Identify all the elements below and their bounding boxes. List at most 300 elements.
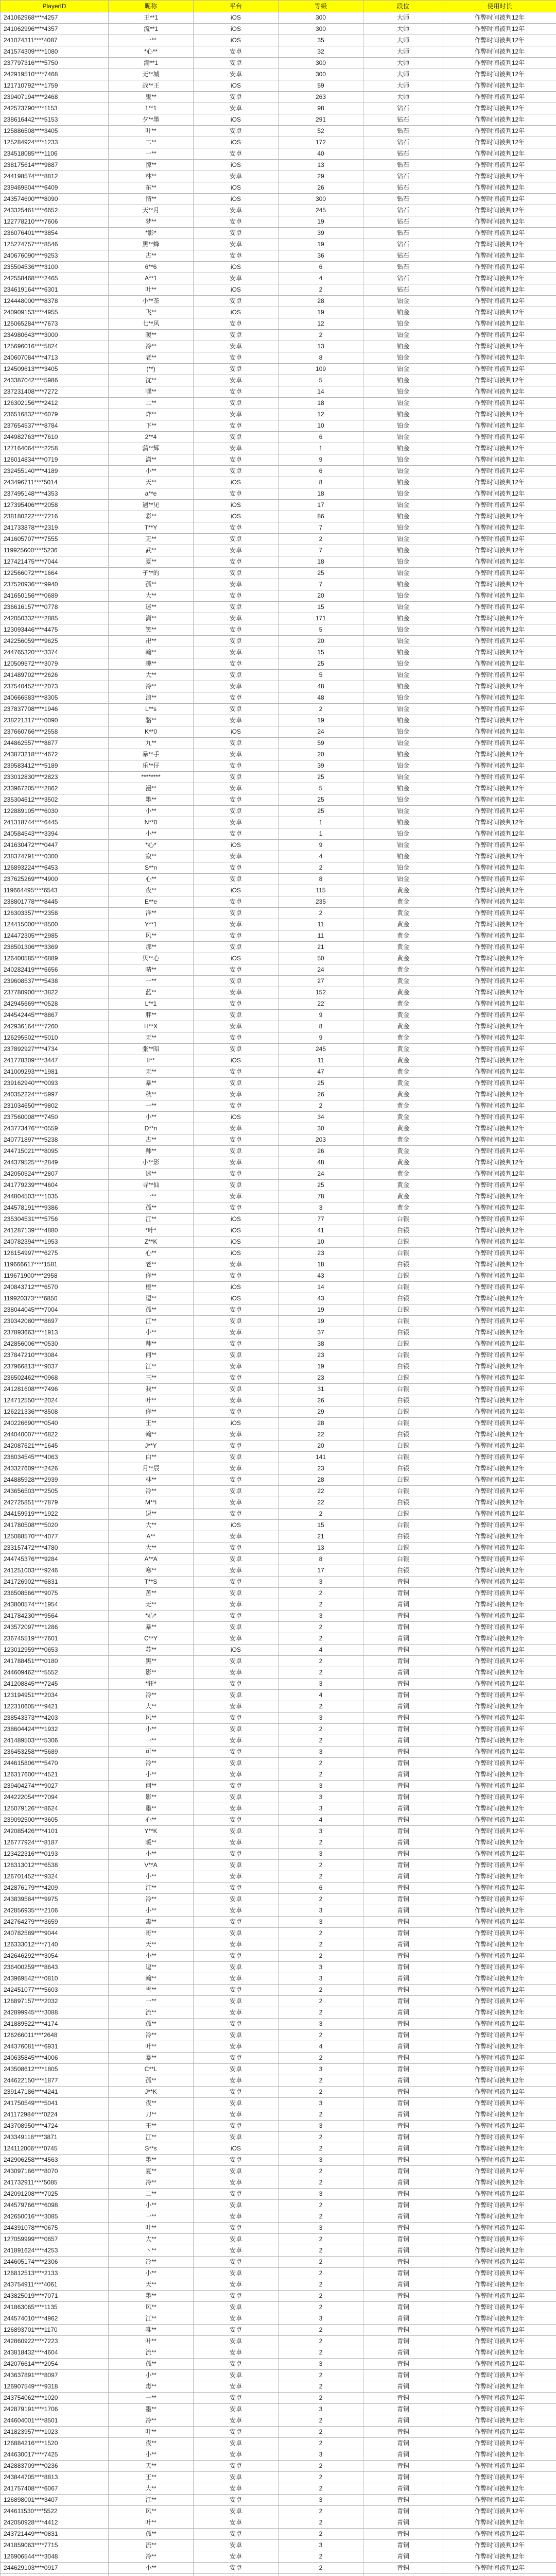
table-row[interactable] [1, 749, 556, 760]
table-row[interactable] [1, 2393, 556, 2404]
cell-level: 36 [279, 250, 363, 262]
table-row[interactable] [1, 2257, 556, 2268]
table-row[interactable] [1, 2551, 556, 2563]
table-row[interactable] [1, 1883, 556, 1894]
table-row[interactable] [1, 658, 556, 670]
table-row[interactable] [1, 2415, 556, 2427]
table-row[interactable] [1, 341, 556, 352]
table-row[interactable] [1, 681, 556, 692]
table-row[interactable] [1, 1078, 556, 1089]
table-row[interactable] [1, 1747, 556, 1758]
cell-nickname: ******** [109, 772, 194, 783]
table-row[interactable] [1, 2370, 556, 2381]
table-row[interactable] [1, 126, 556, 137]
table-row[interactable] [1, 1429, 556, 1440]
cell-level: 6 [279, 1883, 363, 1894]
table-row[interactable] [1, 92, 556, 103]
table-row[interactable] [1, 58, 556, 69]
cell-duration: 作弊时间被判12年 [443, 1134, 556, 1146]
table-row[interactable] [1, 2223, 556, 2234]
cell-player-id: 242050332****2885 [1, 613, 109, 624]
table-row[interactable] [1, 2121, 556, 2132]
cell-player-id: 242558468****2465 [1, 273, 109, 284]
header-rank[interactable]: 段位 [363, 1, 443, 12]
table-row[interactable] [1, 964, 556, 976]
cell-player-id: 237660766****2558 [1, 726, 109, 738]
table-row[interactable] [1, 398, 556, 409]
table-row[interactable] [1, 602, 556, 613]
table-row[interactable] [1, 1236, 556, 1248]
table-row[interactable] [1, 1338, 556, 1350]
table-row[interactable] [1, 1894, 556, 1905]
table-row[interactable] [1, 1599, 556, 1611]
table-row[interactable] [1, 1554, 556, 1565]
table-row[interactable] [1, 500, 556, 511]
table-row[interactable] [1, 1724, 556, 1735]
cell-rank: 白银 [363, 1248, 443, 1259]
cell-player-id: 241281608****7496 [1, 1384, 109, 1395]
table-row[interactable] [1, 896, 556, 908]
table-row[interactable] [1, 1032, 556, 1044]
cell-nickname: D**n [109, 1123, 194, 1134]
table-row[interactable] [1, 2268, 556, 2279]
table-row[interactable] [1, 1826, 556, 1837]
table-row[interactable] [1, 35, 556, 46]
table-row[interactable] [1, 488, 556, 500]
table-row[interactable] [1, 2302, 556, 2313]
table-row[interactable] [1, 1543, 556, 1554]
table-row[interactable] [1, 636, 556, 647]
cell-duration: 作弊时间被判12年 [443, 2019, 556, 2030]
table-row[interactable] [1, 1497, 556, 1509]
table-row[interactable] [1, 477, 556, 488]
table-row[interactable] [1, 1917, 556, 1928]
table-row[interactable] [1, 1123, 556, 1134]
table-row[interactable] [1, 1565, 556, 1577]
table-row[interactable] [1, 386, 556, 398]
table-row[interactable] [1, 1611, 556, 1622]
header-duration[interactable]: 使用时长 [443, 1, 556, 12]
header-platform[interactable]: 平台 [194, 1, 279, 12]
table-row[interactable] [1, 1406, 556, 1418]
table-row[interactable] [1, 1361, 556, 1372]
table-row[interactable] [1, 2245, 556, 2257]
cell-duration: 作弊时间被判12年 [443, 58, 556, 69]
cell-player-id: 244804503****1035 [1, 1191, 109, 1202]
table-row[interactable] [1, 1248, 556, 1259]
table-row[interactable] [1, 2472, 556, 2483]
header-level[interactable]: 等级 [279, 1, 363, 12]
table-row[interactable] [1, 148, 556, 160]
table-row[interactable] [1, 80, 556, 92]
table-row[interactable] [1, 2404, 556, 2415]
cell-platform: 安卓 [194, 228, 279, 239]
table-row[interactable] [1, 2325, 556, 2336]
table-row[interactable] [1, 726, 556, 738]
table-row[interactable] [1, 1860, 556, 1871]
table-row[interactable] [1, 851, 556, 862]
table-row[interactable] [1, 987, 556, 998]
table-row[interactable] [1, 1418, 556, 1429]
cell-duration: 作弊时间被判12年 [443, 1202, 556, 1214]
table-row[interactable] [1, 2381, 556, 2393]
table-row[interactable] [1, 137, 556, 148]
table-row[interactable] [1, 568, 556, 579]
table-row[interactable] [1, 2019, 556, 2030]
table-row[interactable] [1, 1928, 556, 1939]
cell-nickname: 大** [109, 2234, 194, 2245]
table-row[interactable] [1, 1293, 556, 1304]
cell-player-id: 240771897****5238 [1, 1134, 109, 1146]
table-row[interactable] [1, 1452, 556, 1463]
cell-duration: 作弊时间被判12年 [443, 2007, 556, 2019]
table-row[interactable] [1, 862, 556, 874]
table-row[interactable] [1, 318, 556, 330]
cell-rank: 黄金 [363, 896, 443, 908]
cell-rank: 白银 [363, 1327, 443, 1338]
table-row[interactable] [1, 1871, 556, 1883]
table-row[interactable] [1, 182, 556, 194]
table-row[interactable] [1, 2030, 556, 2041]
table-row[interactable] [1, 1089, 556, 1100]
table-row[interactable] [1, 1905, 556, 1917]
table-row[interactable] [1, 2279, 556, 2291]
table-row[interactable] [1, 930, 556, 942]
table-row[interactable] [1, 1146, 556, 1157]
table-row[interactable] [1, 1202, 556, 1214]
table-row[interactable] [1, 69, 556, 80]
table-row[interactable] [1, 1792, 556, 1803]
table-row[interactable] [1, 817, 556, 828]
table-row[interactable] [1, 2483, 556, 2495]
table-row[interactable] [1, 1588, 556, 1599]
table-row[interactable] [1, 2347, 556, 2359]
table-row[interactable] [1, 2053, 556, 2064]
table-row[interactable] [1, 953, 556, 964]
table-row[interactable] [1, 1962, 556, 1973]
cell-duration: 作弊时间被判12年 [443, 998, 556, 1010]
cell-duration: 作弊时间被判12年 [443, 1871, 556, 1883]
table-row[interactable] [1, 1645, 556, 1656]
cell-player-id: 124509613****3405 [1, 364, 109, 375]
table-row[interactable] [1, 738, 556, 749]
table-row[interactable] [1, 2517, 556, 2529]
cell-nickname: L**s [109, 704, 194, 715]
cell-nickname: 寂** [109, 851, 194, 862]
cell-nickname: 小** [109, 1871, 194, 1883]
table-row[interactable] [1, 2155, 556, 2166]
table-row[interactable] [1, 2132, 556, 2143]
cell-level: 7 [279, 545, 363, 556]
table-row[interactable] [1, 409, 556, 420]
table-row[interactable] [1, 1667, 556, 1679]
table-row[interactable] [1, 545, 556, 556]
cell-rank: 黄金 [363, 1146, 443, 1157]
table-row[interactable] [1, 1327, 556, 1338]
table-row[interactable] [1, 1656, 556, 1667]
table-row[interactable] [1, 1372, 556, 1384]
table-row[interactable] [1, 205, 556, 216]
table-row[interactable] [1, 522, 556, 534]
table-row[interactable] [1, 375, 556, 386]
table-row[interactable] [1, 2461, 556, 2472]
cell-rank: 黄金 [363, 976, 443, 987]
table-row[interactable] [1, 1849, 556, 1860]
table-row[interactable] [1, 2529, 556, 2540]
table-row[interactable] [1, 1713, 556, 1724]
cell-player-id: 120509572****3079 [1, 658, 109, 670]
table-row[interactable] [1, 670, 556, 681]
table-row[interactable] [1, 590, 556, 602]
table-row[interactable] [1, 364, 556, 375]
table-row[interactable] [1, 1100, 556, 1112]
table-row[interactable] [1, 1350, 556, 1361]
table-row[interactable] [1, 103, 556, 114]
table-row[interactable] [1, 976, 556, 987]
table-row[interactable] [1, 420, 556, 432]
table-row[interactable] [1, 296, 556, 307]
table-row[interactable] [1, 1633, 556, 1645]
table-row[interactable] [1, 2007, 556, 2019]
table-row[interactable] [1, 2189, 556, 2200]
cell-level: 50 [279, 953, 363, 964]
cell-rank: 青铜 [363, 2393, 443, 2404]
table-row[interactable] [1, 2200, 556, 2211]
table-row[interactable] [1, 1134, 556, 1146]
table-row[interactable] [1, 760, 556, 772]
table-row[interactable] [1, 2075, 556, 2087]
table-row[interactable] [1, 1769, 556, 1781]
cell-nickname: 小** [109, 1327, 194, 1338]
table-row[interactable] [1, 24, 556, 35]
table-row[interactable] [1, 1815, 556, 1826]
table-row[interactable] [1, 432, 556, 443]
table-row[interactable] [1, 1270, 556, 1282]
table-row[interactable] [1, 1021, 556, 1032]
table-row[interactable] [1, 1475, 556, 1486]
table-row[interactable] [1, 1010, 556, 1021]
table-row[interactable] [1, 1520, 556, 1531]
table-row[interactable] [1, 2427, 556, 2438]
table-row[interactable] [1, 1112, 556, 1123]
table-row[interactable] [1, 1259, 556, 1270]
table-row[interactable] [1, 1781, 556, 1792]
table-row[interactable] [1, 239, 556, 250]
table-row[interactable] [1, 2449, 556, 2461]
table-row[interactable] [1, 885, 556, 896]
cell-player-id: 242050928****4412 [1, 2517, 109, 2529]
table-row[interactable] [1, 307, 556, 318]
table-row[interactable] [1, 1044, 556, 1055]
table-row[interactable] [1, 2166, 556, 2177]
table-row[interactable] [1, 1214, 556, 1225]
table-row[interactable] [1, 1509, 556, 1520]
table-row[interactable] [1, 160, 556, 171]
table-row[interactable] [1, 511, 556, 522]
table-row[interactable] [1, 1690, 556, 1701]
table-row[interactable] [1, 1985, 556, 1996]
cell-nickname: 冷** [109, 1758, 194, 1769]
cell-platform: 安卓 [194, 148, 279, 160]
cell-player-id: 123012959****0653 [1, 1645, 109, 1656]
cell-player-id: 240352224****5997 [1, 1089, 109, 1100]
cell-nickname: H**X [109, 1021, 194, 1032]
table-row[interactable] [1, 1735, 556, 1747]
cell-nickname: 暴** [109, 1078, 194, 1089]
table-row[interactable] [1, 1168, 556, 1180]
table-row[interactable] [1, 443, 556, 454]
table-row[interactable] [1, 1316, 556, 1327]
table-row[interactable] [1, 2087, 556, 2098]
cell-rank: 黄金 [363, 987, 443, 998]
table-row[interactable] [1, 1531, 556, 1543]
table-row[interactable] [1, 2506, 556, 2517]
cell-player-id: 126812513****2133 [1, 2268, 109, 2279]
cell-nickname: 小** [109, 2449, 194, 2461]
table-row[interactable] [1, 840, 556, 851]
table-row[interactable] [1, 2574, 556, 2576]
table-row[interactable] [1, 194, 556, 205]
table-row[interactable] [1, 828, 556, 840]
cell-player-id: 244574010****4962 [1, 2313, 109, 2325]
table-row[interactable] [1, 534, 556, 545]
table-row[interactable] [1, 1622, 556, 1633]
cell-duration: 作弊时间被判12年 [443, 806, 556, 817]
table-row[interactable] [1, 794, 556, 806]
table-row[interactable] [1, 171, 556, 182]
cell-level: 141 [279, 1452, 363, 1463]
table-row[interactable] [1, 466, 556, 477]
header-player-id[interactable]: PlayerID [1, 1, 109, 12]
table-row[interactable] [1, 250, 556, 262]
table-row[interactable] [1, 1939, 556, 1951]
table-row[interactable] [1, 2064, 556, 2075]
table-row[interactable] [1, 2098, 556, 2109]
table-row[interactable] [1, 1180, 556, 1191]
cell-rank [363, 2574, 443, 2576]
cell-duration: 作弊时间被判12年 [443, 545, 556, 556]
cell-player-id: 244604001****8501 [1, 2415, 109, 2427]
table-row[interactable] [1, 2495, 556, 2506]
table-row[interactable] [1, 1996, 556, 2007]
table-row[interactable] [1, 228, 556, 239]
table-row[interactable] [1, 1304, 556, 1316]
table-row[interactable] [1, 1803, 556, 1815]
table-row[interactable] [1, 2041, 556, 2053]
table-row[interactable] [1, 1951, 556, 1962]
cell-player-id: 242050524****2807 [1, 1168, 109, 1180]
table-row[interactable] [1, 1679, 556, 1690]
table-row[interactable] [1, 2143, 556, 2155]
table-row[interactable] [1, 579, 556, 590]
cell-level: 2 [279, 534, 363, 545]
table-row[interactable] [1, 613, 556, 624]
table-row[interactable] [1, 2336, 556, 2347]
table-row[interactable] [1, 216, 556, 228]
table-row[interactable] [1, 806, 556, 817]
table-row[interactable] [1, 1066, 556, 1078]
cell-platform: 安卓 [194, 1622, 279, 1633]
table-row[interactable] [1, 1384, 556, 1395]
table-row[interactable] [1, 908, 556, 919]
table-row[interactable] [1, 1973, 556, 1985]
table-row[interactable] [1, 942, 556, 953]
cell-nickname: 梦** [109, 216, 194, 228]
table-row[interactable] [1, 1395, 556, 1406]
table-row[interactable] [1, 352, 556, 364]
table-row[interactable] [1, 2234, 556, 2245]
table-row[interactable] [1, 715, 556, 726]
cell-player-id: 244578191****9386 [1, 1202, 109, 1214]
table-row[interactable] [1, 2359, 556, 2370]
table-row[interactable] [1, 1577, 556, 1588]
cell-platform: 安卓 [194, 2404, 279, 2415]
cell-level: 2 [279, 2461, 363, 2472]
table-row[interactable] [1, 772, 556, 783]
table-row[interactable] [1, 46, 556, 58]
table-row[interactable] [1, 2540, 556, 2551]
table-row[interactable] [1, 454, 556, 466]
table-row[interactable] [1, 1486, 556, 1497]
table-row[interactable] [1, 1282, 556, 1293]
table-row[interactable] [1, 998, 556, 1010]
table-row[interactable] [1, 1837, 556, 1849]
table-row[interactable] [1, 1440, 556, 1452]
table-row[interactable] [1, 624, 556, 636]
cell-rank: 铂金 [363, 352, 443, 364]
cell-level: 19 [279, 307, 363, 318]
table-row[interactable] [1, 1157, 556, 1168]
table-row[interactable] [1, 1225, 556, 1236]
table-row[interactable] [1, 330, 556, 341]
table-row[interactable] [1, 2177, 556, 2189]
cell-player-id: 242899945****3088 [1, 2007, 109, 2019]
table-row[interactable] [1, 647, 556, 658]
table-row[interactable] [1, 2109, 556, 2121]
table-row[interactable] [1, 12, 556, 24]
table-row[interactable] [1, 919, 556, 930]
cell-nickname: 孤** [109, 2019, 194, 2030]
table-row[interactable] [1, 556, 556, 568]
table-row[interactable] [1, 704, 556, 715]
table-row[interactable] [1, 2563, 556, 2574]
table-row[interactable] [1, 2291, 556, 2302]
table-row[interactable] [1, 2313, 556, 2325]
cell-duration: 作弊时间被判12年 [443, 1633, 556, 1645]
table-row[interactable] [1, 273, 556, 284]
table-row[interactable] [1, 2211, 556, 2223]
table-row[interactable] [1, 783, 556, 794]
table-row[interactable] [1, 1463, 556, 1475]
table-row[interactable] [1, 262, 556, 273]
cell-duration: 作弊时间被判12年 [443, 386, 556, 398]
table-row[interactable] [1, 874, 556, 885]
cell-duration: 作弊时间被判12年 [443, 1440, 556, 1452]
table-row[interactable] [1, 114, 556, 126]
header-nickname[interactable]: 昵称 [109, 1, 194, 12]
table-row[interactable] [1, 692, 556, 704]
table-row[interactable] [1, 2438, 556, 2449]
cell-level: 2 [279, 1667, 363, 1679]
table-row[interactable] [1, 1055, 556, 1066]
table-row[interactable] [1, 1758, 556, 1769]
cell-player-id: 242883709****0236 [1, 2461, 109, 2472]
table-row[interactable] [1, 1701, 556, 1713]
table-row[interactable] [1, 284, 556, 296]
cell-duration: 作弊时间被判12年 [443, 1951, 556, 1962]
cell-platform: 安卓 [194, 1905, 279, 1917]
table-row[interactable] [1, 1191, 556, 1202]
